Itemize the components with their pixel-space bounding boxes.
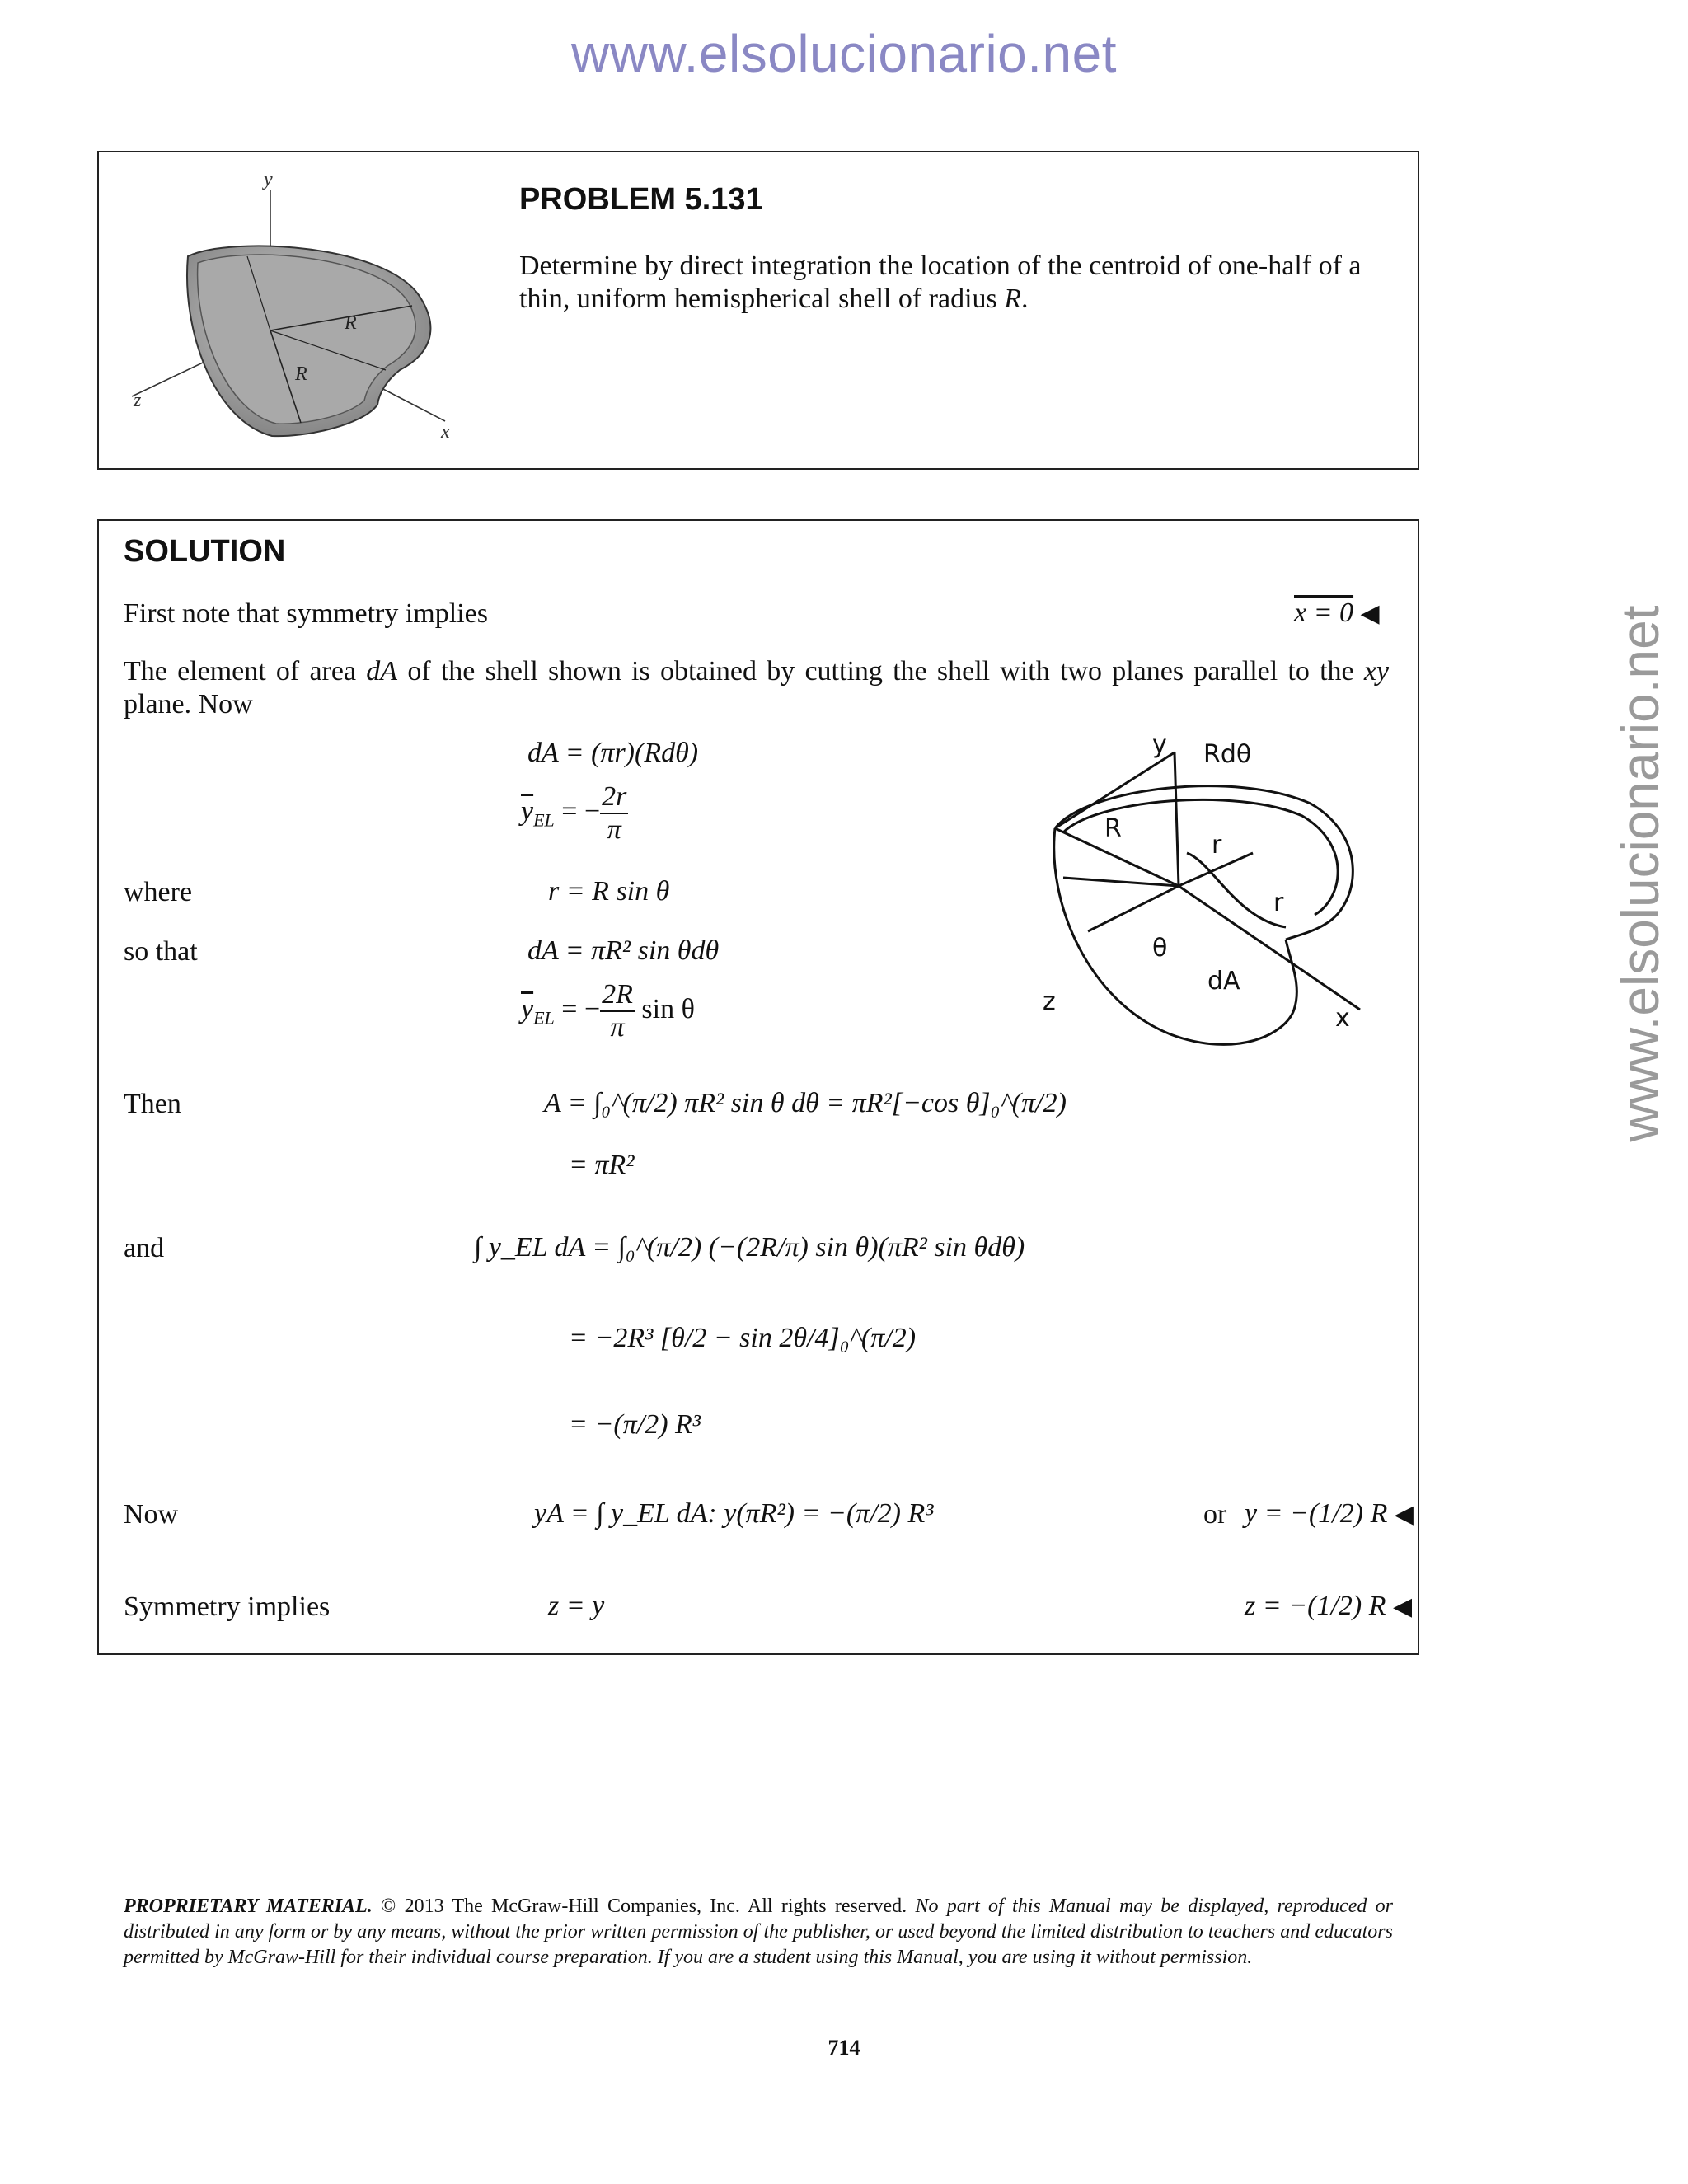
watermark-top: www.elsolucionario.net <box>571 24 1117 83</box>
answer-marker-icon: ◀ <box>1392 1593 1413 1620</box>
fig-label-x: x <box>441 421 450 443</box>
sketch-label-theta: θ <box>1152 934 1168 963</box>
sketch-label-x: x <box>1335 1004 1350 1033</box>
and-label: and <box>124 1233 165 1263</box>
footer-italic: No part of this Manual may be displayed, reproduced or distributed in any form or by any means, without the prior written permission of the publisher, or used beyond the limited distribution to teachers and educators permitted by McGraw-Hill for their individual course preparation. If you are a student using this Manual, you are using it without permission. <box>124 1896 1393 1968</box>
sketch-label-dA: dA <box>1207 967 1240 996</box>
eq-r: r = R sin θ <box>548 876 670 907</box>
line2-part-a: The element of area <box>124 656 357 687</box>
eq-A: A = ∫₀^(π/2) πR² sin θ dθ = πR²[−cos θ]₀^(π/2) <box>544 1088 1067 1118</box>
sketch-label-z: z <box>1043 987 1056 1016</box>
page-number: 714 <box>828 2036 860 2060</box>
yEL2-tail: sin θ <box>641 993 695 1024</box>
eq-A2: = πR² <box>569 1150 635 1180</box>
line2-xy: xy <box>1363 656 1390 687</box>
line2-dA: dA <box>366 656 398 687</box>
sketch-label-R: R <box>1104 814 1122 843</box>
zbar-answer: z = −(1/2) R <box>1245 1591 1386 1621</box>
eq-int3: = −(π/2) R³ <box>569 1409 701 1440</box>
sketch-label-r2: r <box>1273 888 1284 917</box>
fig-label-R2: R <box>295 363 307 385</box>
xbar-answer: x = 0 <box>1294 598 1354 628</box>
fig-label-y: y <box>264 169 273 190</box>
yEL2-num: 2R <box>600 979 635 1012</box>
now-answer <box>1245 1498 1414 1530</box>
problem-statement-text: Determine by direct integration the location of the centroid of one-half of a thin, uniform hemispherical shell of radius <box>519 251 1362 314</box>
yEL2-frac <box>600 979 635 1043</box>
problem-statement: Determine by direct integration the location of the centroid of one-half of a thin, uniform hemispherical shell of radius R. <box>519 251 1362 314</box>
fig-label-z: z <box>134 390 142 411</box>
eq-dA2: dA = πR² sin θdθ <box>528 935 720 966</box>
symmetry-answer <box>1245 1591 1412 1622</box>
solution-line1-answer <box>1294 598 1380 629</box>
hemisphere-figure <box>115 166 577 454</box>
now-or: or <box>1203 1499 1227 1530</box>
answer-marker-icon: ◀ <box>1360 600 1380 627</box>
so-that-label: so that <box>124 936 198 967</box>
ybar-answer: y = −(1/2) R <box>1245 1498 1388 1529</box>
eq-yEL2: $\overline{y}_{EL}$ = − $\frac{2R}{\pi}$ sin θ <box>521 979 695 1043</box>
eq-dA: dA = (πr)(Rdθ) <box>528 738 699 768</box>
footer-text: © 2013 The McGraw-Hill Companies, Inc. All rights reserved. <box>381 1896 907 1917</box>
then-label: Then <box>124 1089 181 1119</box>
solution-title: SOLUTION <box>124 534 286 569</box>
solution-line1: First note that symmetry implies <box>124 598 488 629</box>
sketch-label-Rdtheta: Rdθ <box>1203 740 1252 769</box>
fig-label-R1: R <box>345 312 357 334</box>
eq-now: yA = ∫ y_EL dA: y(πR²) = −(π/2) R³ <box>534 1498 934 1529</box>
line2-part-b: of the shell shown is obtained by cutting the shell with two planes parallel to the <box>407 656 1354 687</box>
line2-part-c: plane. Now <box>124 689 253 719</box>
shell-element-sketch <box>1039 738 1385 1084</box>
eq-yEL: $\overline{y}_{EL}$ = − $\frac{2r}{\pi}$ <box>521 781 627 845</box>
yEL2-den: π <box>610 1012 625 1043</box>
problem-box <box>97 151 1419 470</box>
eq-sym: z = y <box>548 1591 605 1621</box>
where-label: where <box>124 877 193 907</box>
yEL-frac <box>600 781 628 846</box>
answer-marker-icon: ◀ <box>1394 1501 1414 1528</box>
problem-title: PROBLEM 5.131 <box>519 182 763 217</box>
problem-statement-var: R <box>1004 284 1022 314</box>
solution-line2 <box>124 655 1389 721</box>
symmetry-label: Symmetry implies <box>124 1591 331 1622</box>
yEL-sub: EL <box>533 809 555 831</box>
yEL-lhs: $\overline{y}$ <box>521 795 534 827</box>
footer-notice <box>124 1894 1393 1971</box>
now-label: Now <box>124 1499 179 1530</box>
sketch-label-r1: r <box>1212 831 1222 860</box>
yEL-den: π <box>607 814 621 845</box>
eq-int2: = −2R³ [θ/2 − sin 2θ/4]₀^(π/2) <box>569 1323 917 1353</box>
sketch-label-y: y <box>1152 738 1167 759</box>
watermark-side-text: www.elsolucionario.net <box>1611 605 1670 1142</box>
yEL-num: 2r <box>600 781 628 814</box>
eq-int1: ∫ y_EL dA = ∫₀^(π/2) (−(2R/π) sin θ)(πR² sin θdθ) <box>474 1232 1025 1263</box>
footer-bold: PROPRIETARY MATERIAL. <box>124 1896 373 1917</box>
